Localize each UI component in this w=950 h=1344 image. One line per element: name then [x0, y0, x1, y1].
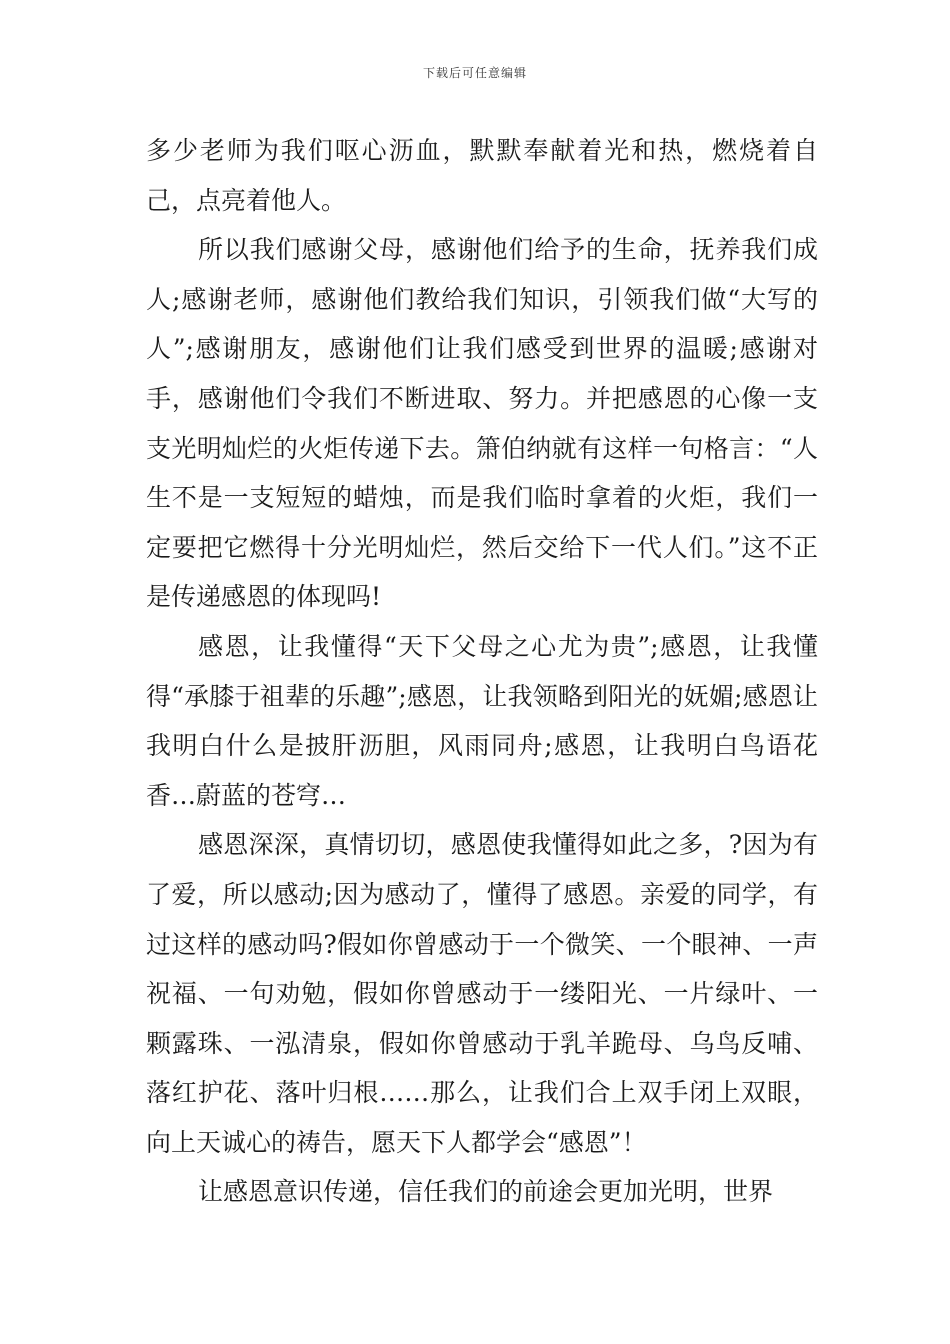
paragraph-continuation: 多少老师为我们呕心沥血，默默奉献着光和热，燃烧着自己，点亮着他人。 — [146, 136, 818, 215]
paragraph: 所以我们感谢父母，感谢他们给予的生命，抚养我们成人;感谢老师，感谢他们教给我们知识，引领我们做“大写的人”;感谢朋友，感谢他们让我们感受到世界的温暖;感谢对手，感谢他们令我们不断进取、努力。并把感恩的心像一支支光明灿烂的火炬传递下去。箫伯纳就有这样一句格言：“人生不是一支短短的蜡烛，而是我们临时拿着的火炬，我们一定要把它燃得十分光明灿烂，然后交给下一代人们。”这不正是传递感恩的体现吗! — [146, 235, 818, 612]
paragraph: 让感恩意识传递，信任我们的前途会更加光明，世界 — [198, 1177, 774, 1207]
paragraph: 感恩，让我懂得“天下父母之心尤为贵”;感恩，让我懂得“承膝于祖辈的乐趣”;感恩，让我领略到阳光的妩媚;感恩让我明白什么是披肝沥胆，风雨同舟;感恩，让我明白鸟语花香…蔚蓝的苍穹… — [146, 631, 818, 810]
paragraph: 感恩深深，真情切切，感恩使我懂得如此之多，?因为有了爱，所以感动;因为感动了，懂得了感恩。亲爱的同学，有过这样的感动吗?假如你曾感动于一个微笑、一个眼神、一声祝福、一句劝勉，假如你曾感动于一缕阳光、一片绿叶、一颗露珠、一泓清泉，假如你曾感动于乳羊跪母、乌鸟反哺、落红护花、落叶归根……那么，让我们合上双手闭上双眼，向上天诚心的祷告，愿天下人都学会“感恩”！ — [146, 830, 818, 1157]
page-header-note: 下载后可任意编辑 — [422, 66, 527, 80]
document-body — [146, 126, 818, 1217]
